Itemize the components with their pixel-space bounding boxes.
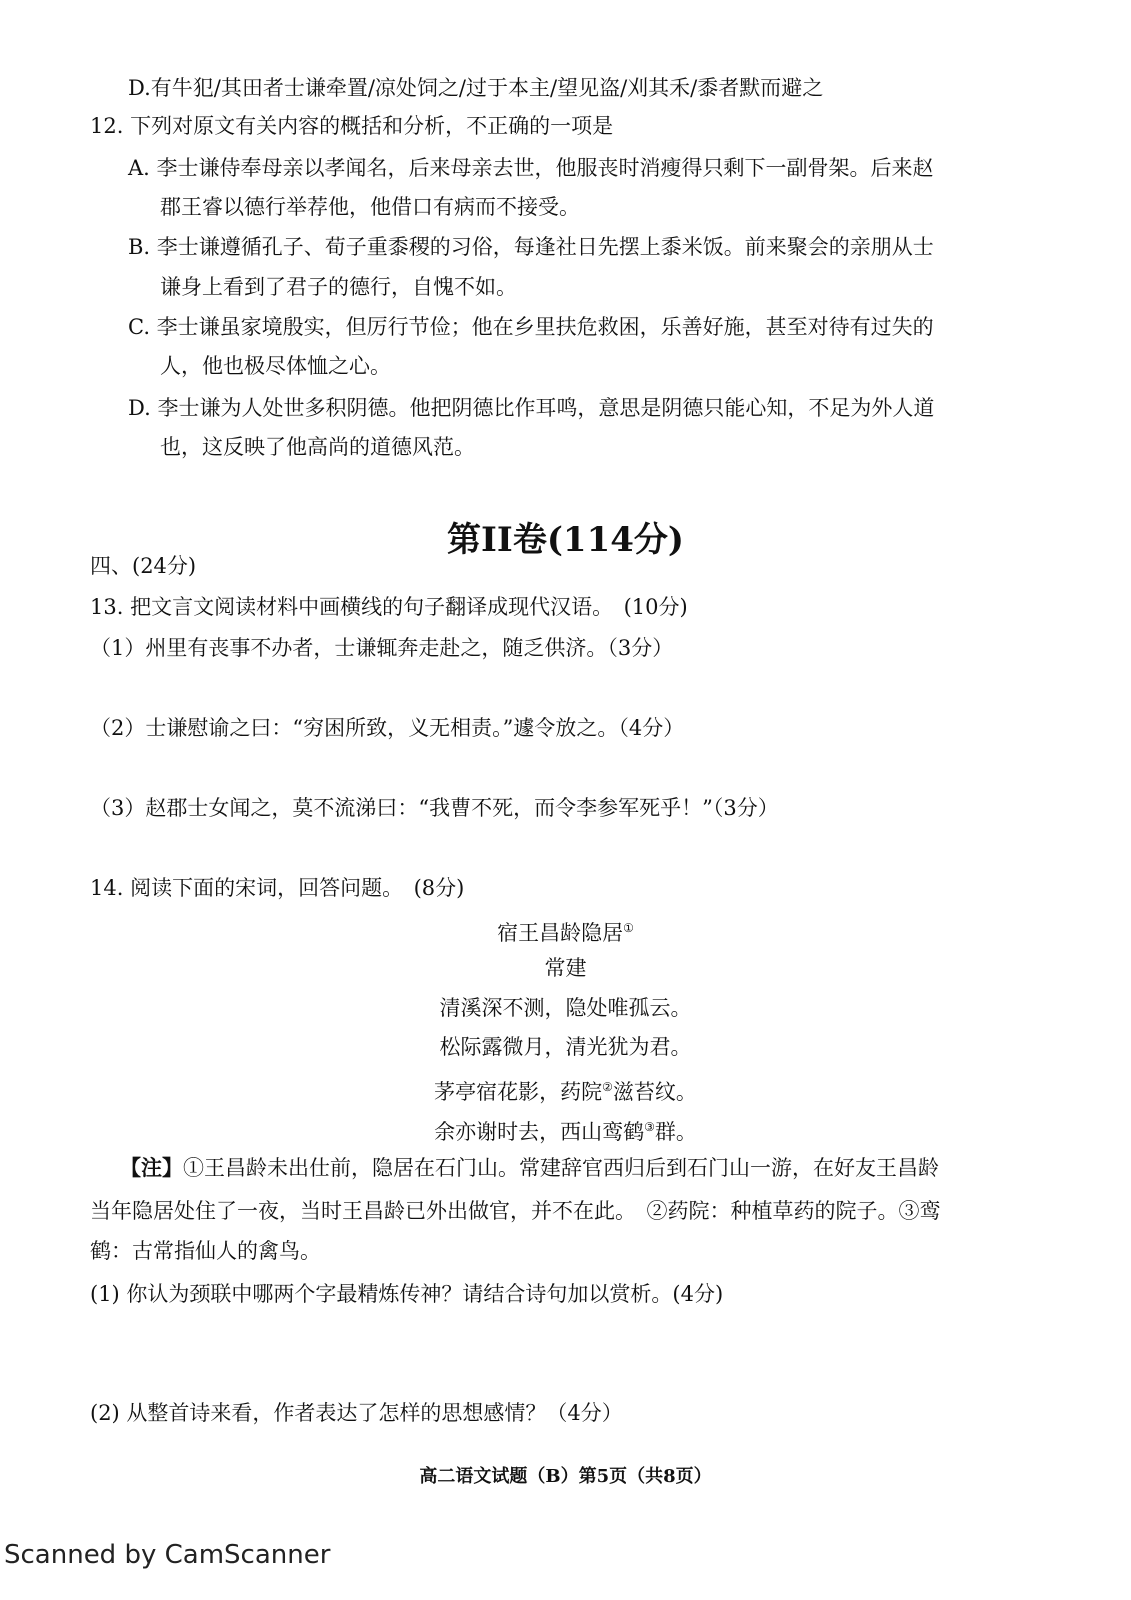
- poem-line-3-part1: 茅亭宿花影，药院: [434, 1080, 603, 1104]
- poem-line-2: 松际露微月，清光犹为君。: [439, 1035, 692, 1059]
- poem-line-3-footnote-mark: ②: [602, 1080, 613, 1094]
- q13-sentence-1: （1）州里有丧事不办者，士谦辄奔走赴之，随乏供济。（3分）: [90, 636, 674, 660]
- q13-stem: 13. 把文言文阅读材料中画横线的句子翻译成现代汉语。 (10分): [90, 595, 688, 619]
- q11-option-d: D.有牛犯/其田者士谦牵置/凉处饲之/过于本主/望见盗/刈其禾/黍者默而避之: [128, 76, 824, 100]
- poem-title-text: 宿王昌龄隐居: [497, 921, 624, 945]
- section-title: 第II卷(114分): [447, 520, 684, 560]
- poem-author: 常建: [544, 956, 587, 980]
- note-line-1-text: ①王昌龄未出仕前，隐居在石门山。常建辞官西归后到石门山一游，在好友王昌龄: [183, 1156, 939, 1180]
- poem-line-4-footnote-mark: ③: [644, 1120, 655, 1134]
- poem-line-4: [0, 1112, 1131, 1147]
- q13-sentence-3: （3）赵郡士女闻之，莫不流涕曰：“我曹不死，而令李参军死乎！”（3分）: [90, 796, 779, 820]
- q12-stem: 12. 下列对原文有关内容的概括和分析，不正确的一项是: [90, 114, 614, 138]
- q12-option-a-line2: 郡王睿以德行举荐他，他借口有病而不接受。: [160, 195, 580, 219]
- poem-title-footnote-mark: ①: [623, 921, 634, 935]
- q12-option-b-line2: 谦身上看到了君子的德行，自愧不如。: [160, 275, 517, 299]
- q12-option-b-line1: B. 李士谦遵循孔子、荀子重黍稷的习俗，每逢社日先摆上黍米饭。前来聚会的亲朋从士: [128, 235, 934, 259]
- q13-sentence-2: （2）士谦慰谕之曰：“穷困所致，义无相责。”遽令放之。（4分）: [90, 716, 685, 740]
- poem-line-3: [0, 1072, 1131, 1107]
- q14-subquestion-1: (1) 你认为颈联中哪两个字最精炼传神？请结合诗句加以赏析。(4分): [90, 1282, 724, 1306]
- poem-note-line-2: 当年隐居处住了一夜，当时王昌龄已外出做官，并不在此。 ②药院：种植草药的院子。③鸾: [90, 1199, 941, 1223]
- poem-line-4-part1: 余亦谢时去，西山鸾鹤: [434, 1120, 645, 1144]
- q12-option-d-line2: 也，这反映了他高尚的道德风范。: [160, 435, 475, 459]
- q14-subquestion-2: (2) 从整首诗来看，作者表达了怎样的思想感情？（4分）: [90, 1401, 623, 1425]
- note-label: 【注】: [120, 1155, 183, 1180]
- part4-heading: 四、(24分): [90, 554, 197, 578]
- poem-line-4-part2: 群。: [654, 1120, 697, 1144]
- poem-note-line-1: [120, 1153, 939, 1183]
- page-footer: 高二语文试题（B）第5页（共8页）: [419, 1466, 712, 1487]
- q12-option-c-line2: 人，他也极尽体恤之心。: [160, 354, 391, 378]
- poem-line-1: 清溪深不测，隐处唯孤云。: [439, 996, 692, 1020]
- q12-option-c-line1: C. 李士谦虽家境殷实，但厉行节俭；他在乡里扶危救困，乐善好施，甚至对待有过失的: [128, 315, 934, 339]
- poem-title: [0, 913, 1131, 948]
- q12-option-a-line1: A. 李士谦侍奉母亲以孝闻名，后来母亲去世，他服丧时消瘦得只剩下一副骨架。后来赵: [128, 156, 934, 180]
- q14-stem: 14. 阅读下面的宋词，回答问题。 (8分): [90, 876, 465, 900]
- poem-note-line-3: 鹤：古常指仙人的禽鸟。: [90, 1239, 321, 1263]
- poem-line-3-part2: 滋苔纹。: [612, 1080, 697, 1104]
- scanner-watermark: Scanned by CamScanner: [4, 1540, 331, 1570]
- q12-option-d-line1: D. 李士谦为人处世多积阴德。他把阴德比作耳鸣，意思是阴德只能心知，不足为外人道: [128, 396, 935, 420]
